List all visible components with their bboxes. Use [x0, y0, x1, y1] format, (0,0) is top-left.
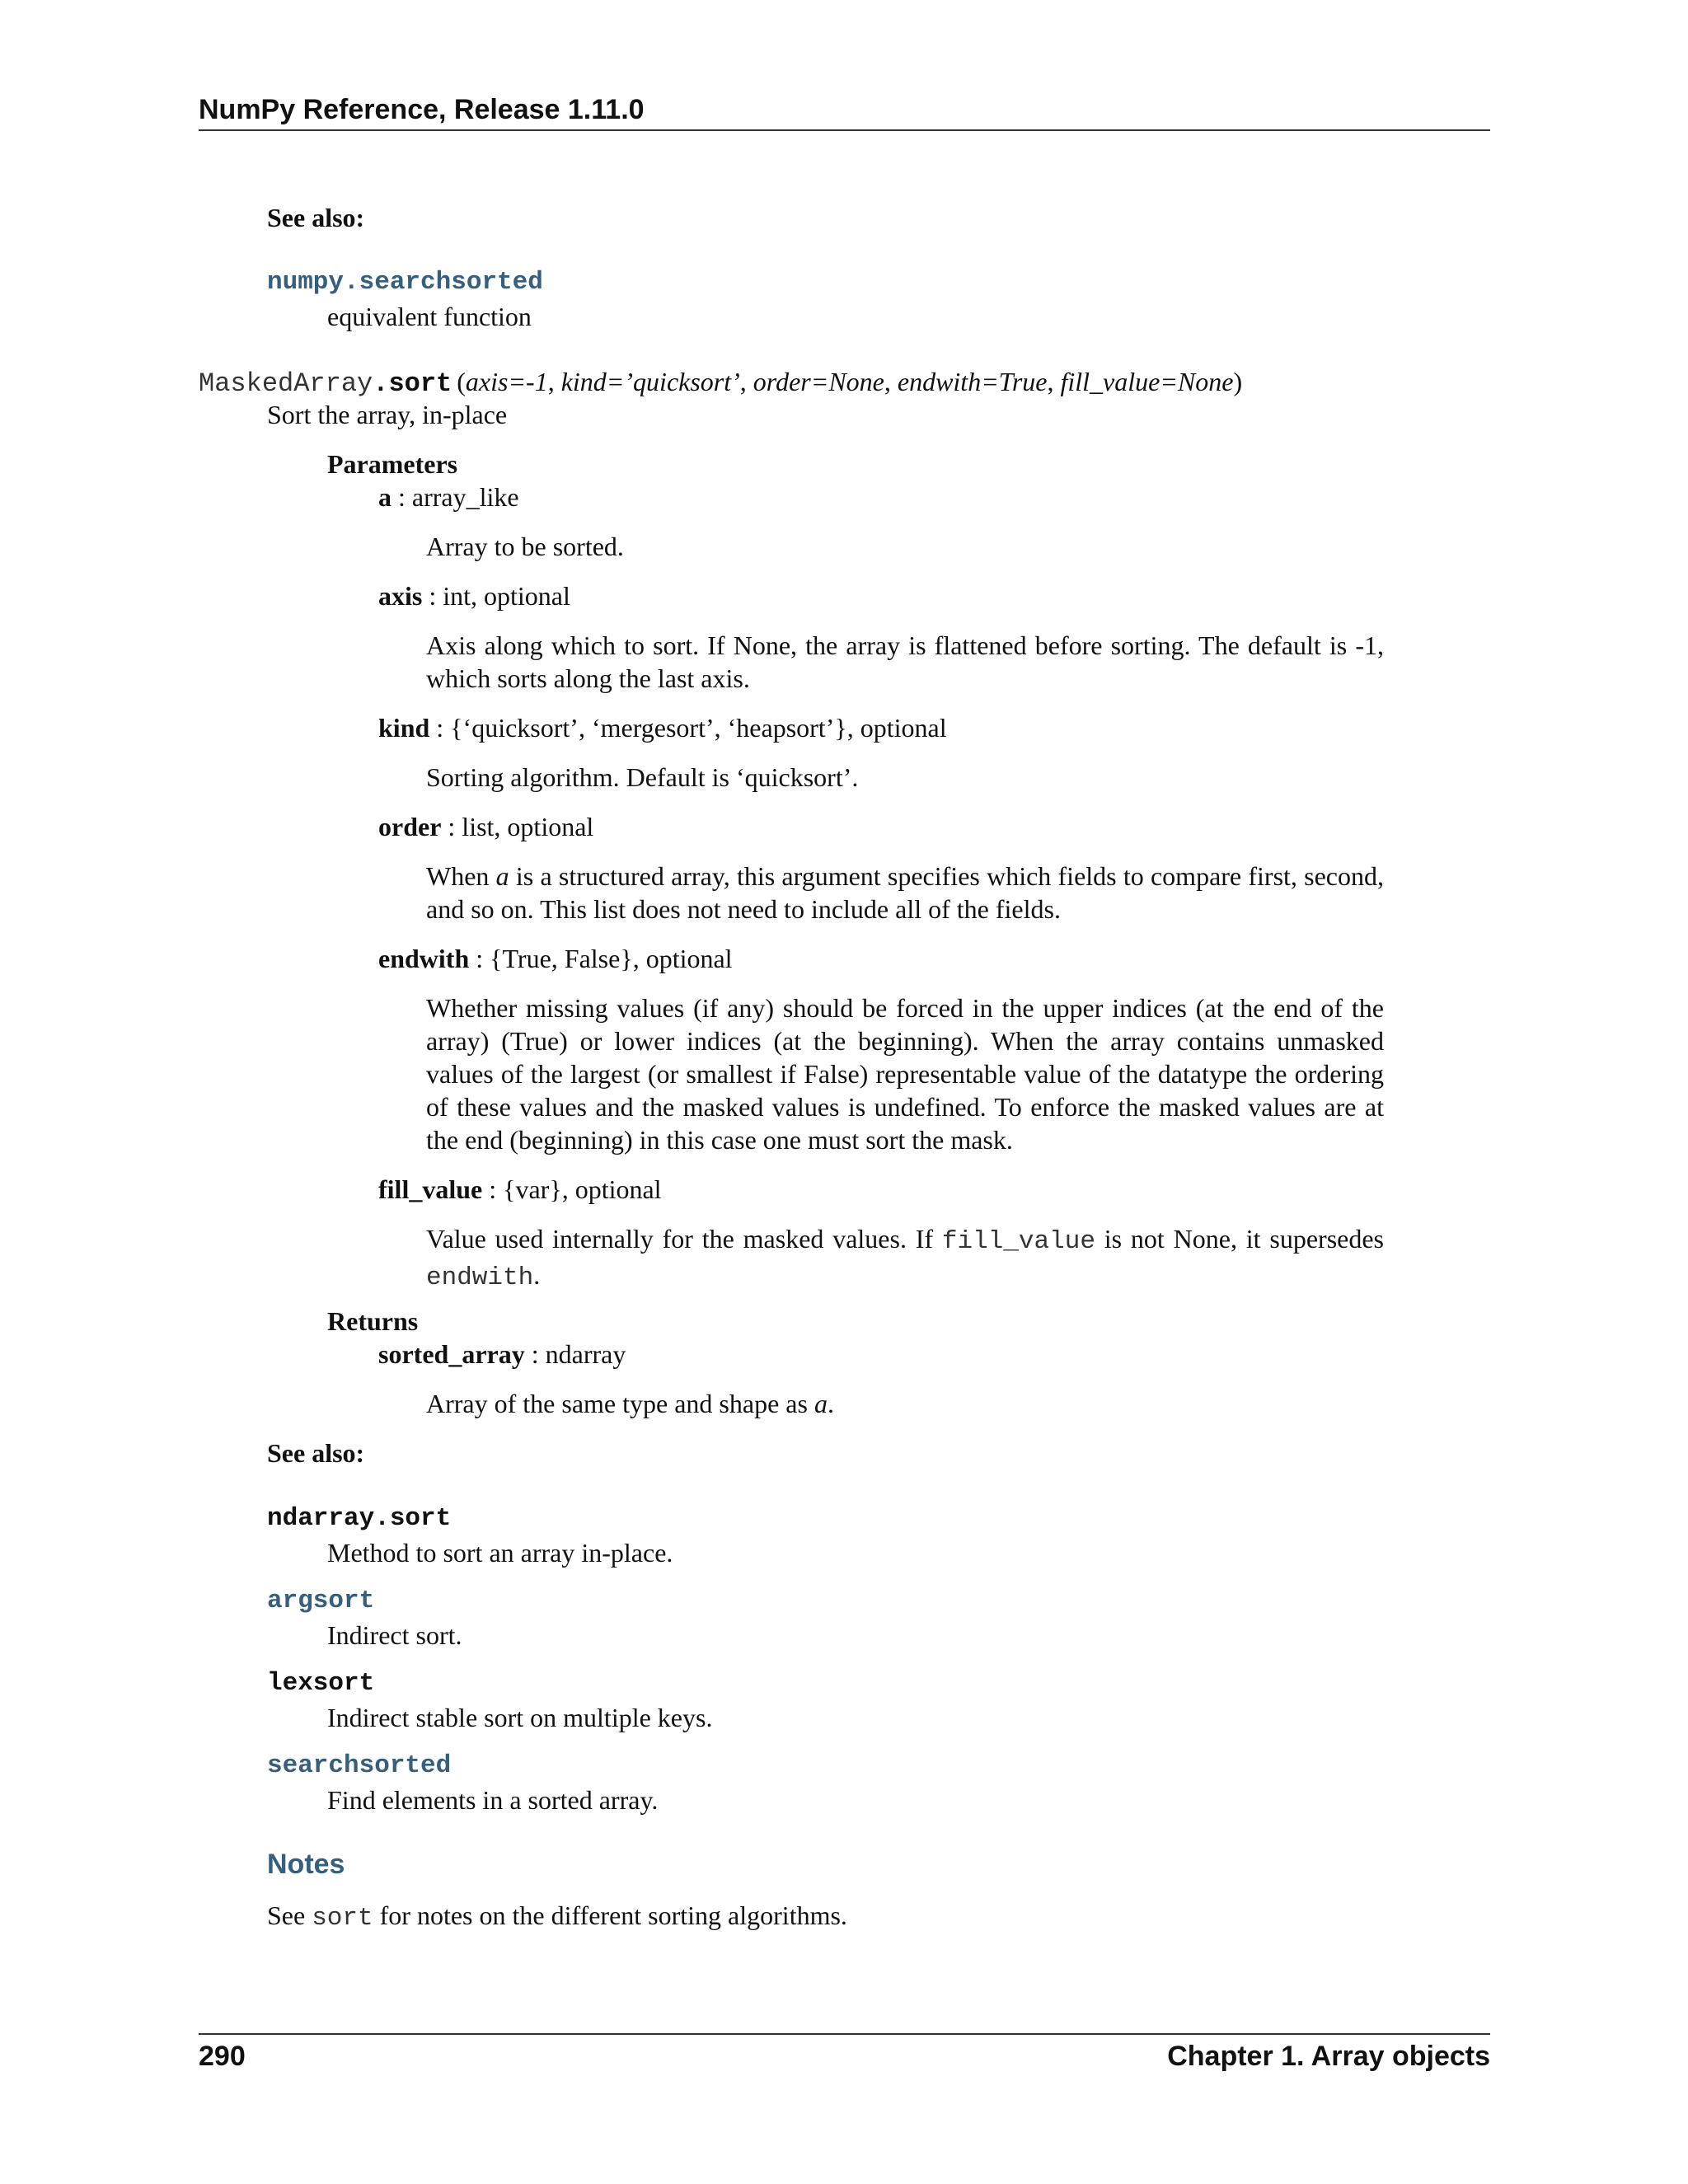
- param-kind-desc: Sorting algorithm. Default is ‘quicksort’.: [426, 762, 859, 792]
- link-sort[interactable]: sort: [312, 1904, 373, 1933]
- param-axis-desc: Axis along which to sort. If None, the array is flattened before sorting. The default is -1, which sorts along the last axis.: [426, 630, 1384, 693]
- see-also-heading-2: See also:: [267, 1438, 365, 1468]
- signature-arg-axis: axis=-1: [465, 367, 548, 396]
- signature-name: .sort: [373, 368, 452, 399]
- return-sorted-array: sorted_array : ndarray: [378, 1339, 626, 1369]
- return-desc: Array of the same type and shape as a.: [426, 1389, 834, 1418]
- signature-arg-order: order=None: [753, 367, 884, 396]
- footer-rule: [199, 2033, 1490, 2035]
- page-number: 290: [199, 2041, 246, 2072]
- parameters-heading: Parameters: [327, 449, 458, 479]
- param-a: a : array_like: [378, 482, 519, 512]
- signature-arg-kind: kind=’quicksort’: [560, 367, 740, 396]
- signature-open-paren: (: [457, 367, 466, 396]
- see-also-desc: Indirect stable sort on multiple keys.: [327, 1703, 713, 1732]
- param-order: order : list, optional: [378, 812, 594, 841]
- see-also-desc: Indirect sort.: [327, 1620, 462, 1650]
- see-also-desc: Method to sort an array in-place.: [327, 1538, 673, 1568]
- param-endwith-desc: Whether missing values (if any) should be forced in the upper indices (at the end of the array) (True) or lower indices (at the beginning). When the array contains unmasked values of the largest (or smallest if False) representable value of the datatype the ordering of these values and the masked values is undefined. To enforce the masked values are at the end (beginning) in this case one must sort the mask.: [426, 993, 1384, 1155]
- link-numpy-searchsorted[interactable]: numpy.searchsorted: [267, 268, 543, 297]
- method-summary: Sort the array, in-place: [267, 400, 508, 429]
- link-searchsorted[interactable]: searchsorted: [267, 1751, 452, 1780]
- param-axis: axis : int, optional: [378, 581, 570, 611]
- param-kind: kind : {‘quicksort’, ‘mergesort’, ‘heapsort’}, optional: [378, 713, 947, 743]
- param-a-desc: Array to be sorted.: [426, 532, 624, 561]
- signature-arg-fill-value: fill_value=None: [1060, 367, 1234, 396]
- notes-heading: Notes: [267, 1849, 345, 1880]
- signature-arg-endwith: endwith=True: [897, 367, 1048, 396]
- param-endwith: endwith : {True, False}, optional: [378, 944, 733, 973]
- link-ndarray-sort[interactable]: ndarray.sort: [267, 1504, 452, 1533]
- param-order-desc: When a is a structured array, this argument specifies which fields to compare first, second, and so on. This list does not need to include all of the fields.: [426, 861, 1385, 924]
- signature-class: MaskedArray: [199, 368, 373, 399]
- see-also-desc: equivalent function: [327, 302, 532, 331]
- chapter-title: Chapter 1. Array objects: [1167, 2041, 1490, 2072]
- link-argsort[interactable]: argsort: [267, 1586, 375, 1615]
- running-header: NumPy Reference, Release 1.11.0: [199, 94, 645, 125]
- notes-text: See sort for notes on the different sorting algorithms.: [267, 1900, 847, 1933]
- method-signature: MaskedArray.sort (axis=-1, kind=’quicksort’, order=None, endwith=True, fill_value=None): [199, 367, 1243, 399]
- param-fill-value: fill_value : {var}, optional: [378, 1174, 662, 1204]
- param-fill-value-desc: Value used internally for the masked values. If fill_value is not None, it supersedes endwith.: [426, 1224, 1385, 1292]
- signature-close-paren: ): [1233, 367, 1243, 396]
- see-also-heading: See also:: [267, 203, 365, 232]
- returns-heading: Returns: [327, 1306, 419, 1336]
- see-also-desc: Find elements in a sorted array.: [327, 1785, 659, 1815]
- link-lexsort[interactable]: lexsort: [267, 1669, 375, 1698]
- header-rule: [199, 129, 1490, 131]
